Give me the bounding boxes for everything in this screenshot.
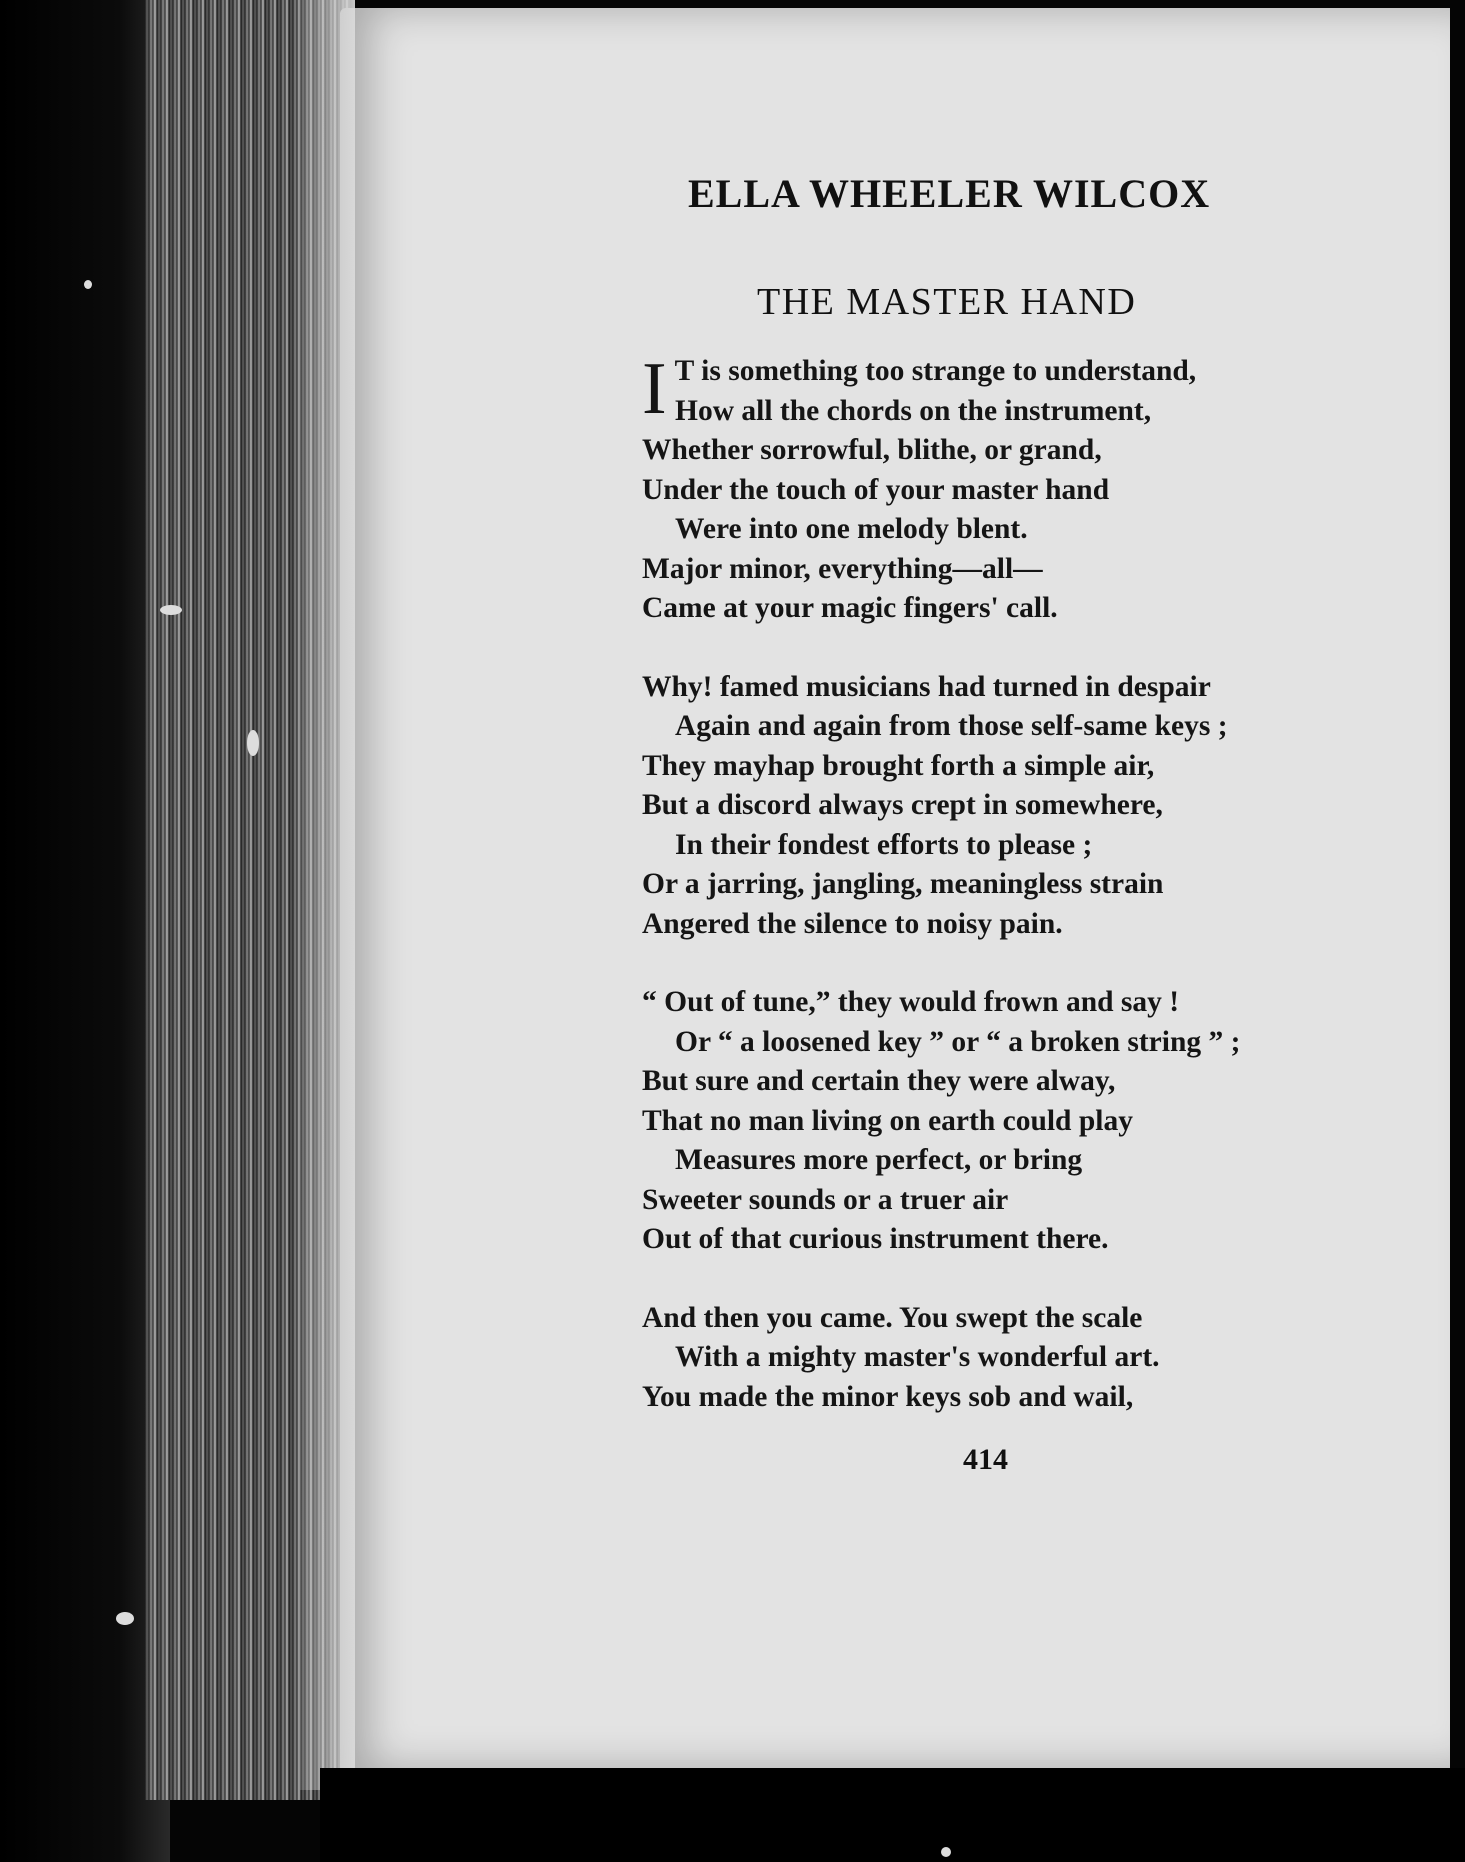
poem-line: You made the minor keys sob and wail, — [642, 1380, 1134, 1413]
dust-speck — [84, 280, 92, 289]
stanza — [642, 1299, 1362, 1418]
page-number: 414 — [963, 1443, 1008, 1476]
poem-line: Angered the silence to noisy pain. — [642, 907, 1063, 940]
poem-body — [642, 348, 1362, 1456]
poem-line: Or “ a loosened key ” or “ a broken string ” ; — [675, 1025, 1241, 1058]
poem-line: How all the chords on the instrument, — [675, 394, 1152, 427]
poem-line: T is something too strange to understand, — [674, 355, 1197, 387]
dust-speck — [116, 1612, 134, 1625]
poem-line: Whether sorrowful, blithe, or grand, — [642, 434, 1102, 466]
poem-line: That no man living on earth could play — [642, 1104, 1133, 1137]
stanza — [642, 668, 1362, 945]
stanza — [642, 983, 1362, 1260]
poem-line: Out of that curious instrument there. — [642, 1223, 1109, 1255]
poem-title: THE MASTER HAND — [757, 281, 1137, 323]
poem-line: They mayhap brought forth a simple air, — [642, 749, 1155, 782]
running-head-author: ELLA WHEELER WILCOX — [688, 171, 1211, 216]
poem-line: Measures more perfect, or bring — [675, 1144, 1083, 1176]
poem-line: Again and again from those self-same keys ; — [675, 710, 1228, 742]
poem-line: “ Out of tune,” they would frown and say ! — [642, 986, 1180, 1018]
stanza — [642, 348, 1362, 629]
poem-line: But a discord always crept in somewhere, — [642, 789, 1163, 821]
poem-line: Came at your magic fingers' call. — [642, 592, 1058, 624]
poem-line: Major minor, everything—all— — [642, 552, 1043, 585]
poem-line: Were into one melody blent. — [675, 513, 1028, 545]
poem-line: Or a jarring, jangling, meaningless strain — [642, 868, 1164, 900]
drop-cap: I — [642, 348, 667, 430]
poem-line: Under the touch of your master hand — [642, 473, 1110, 506]
poem-line: Sweeter sounds or a truer air — [642, 1183, 1009, 1216]
poem-line: And then you came. You swept the scale — [642, 1301, 1143, 1334]
page-gutter-shade — [300, 0, 355, 1790]
dust-speck — [941, 1847, 951, 1857]
poem-line: Why! famed musicians had turned in despair — [642, 670, 1211, 703]
poem-line: But sure and certain they were alway, — [642, 1065, 1116, 1097]
poem-line: With a mighty master's wonderful art. — [675, 1341, 1160, 1373]
poem-line: In their fondest efforts to please ; — [675, 828, 1093, 861]
dust-speck — [247, 730, 259, 756]
dust-speck — [160, 605, 182, 615]
scan-bottom-border — [320, 1768, 1465, 1862]
